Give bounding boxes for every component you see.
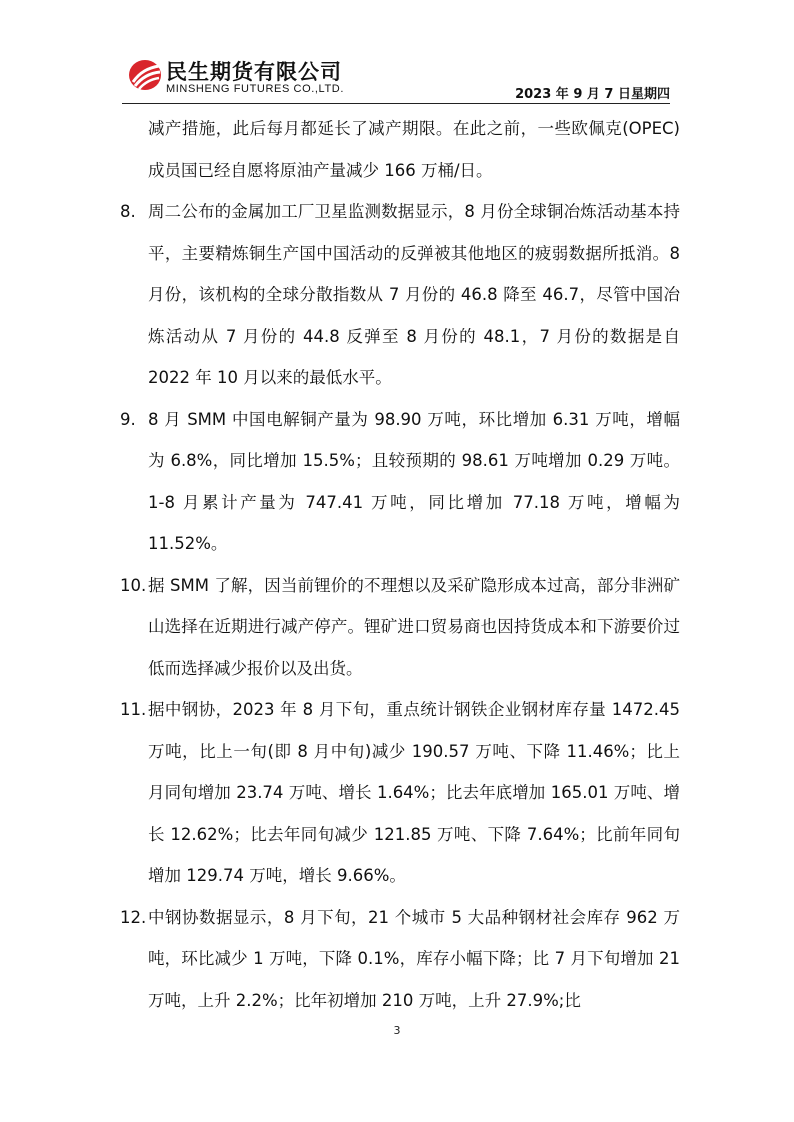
company-name-en: MINSHENG FUTURES CO.,LTD.: [166, 83, 344, 95]
minsheng-logo-icon: [128, 58, 162, 92]
document-body: [120, 108, 680, 1021]
list-item-text: 据中钢协，2023 年 8 月下旬，重点统计钢铁企业钢材库存量 1472.45 万吨，比上一旬(即 8 月中旬)减少 190.57 万吨、下降 11.46%；比上月同旬增加 23.74 万吨、增长 1.64%；比去年底增加 165.01 万吨、增长 12.62%；比去年同旬减少 121.85 万吨、下降 7.64%；比前年同旬增加 129.74 万吨，增长 9.66%。: [148, 700, 680, 885]
page-number: 3: [393, 1024, 401, 1037]
list-item-number: 12.: [120, 907, 147, 927]
list-item: [120, 399, 680, 565]
list-item: [120, 191, 680, 399]
list-item-text: 8 月 SMM 中国电解铜产量为 98.90 万吨，环比增加 6.31 万吨，增幅为 6.8%，同比增加 15.5%；且较预期的 98.61 万吨增加 0.29 万吨。1-8 月累计产量为 747.41 万吨，同比增加 77.18 万吨，增幅为 11.52%。: [148, 409, 680, 553]
list-item-text: 周二公布的金属加工厂卫星监测数据显示，8 月份全球铜冶炼活动基本持平，主要精炼铜生产国中国活动的反弹被其他地区的疲弱数据所抵消。8 月份，该机构的全球分散指数从 7 月份的 46.8 降至 46.7，尽管中国冶炼活动从 7 月份的 44.8 反弹至 8 月份的 48.1，7 月份的数据是自 2022 年 10 月以来的最低水平。: [148, 202, 680, 387]
list-item-text: 据 SMM 了解，因当前锂价的不理想以及采矿隐形成本过高，部分非洲矿山选择在近期进行减产停产。锂矿进口贸易商也因持货成本和下游要价过低而选择减少报价以及出货。: [148, 575, 680, 678]
page-header: [0, 0, 794, 110]
list-item: [120, 689, 680, 897]
company-name-cn: 民生期货有限公司: [166, 60, 342, 84]
continued-paragraph: 减产措施，此后每月都延长了减产期限。在此之前，一些欧佩克(OPEC)成员国已经自愿将原油产量减少 166 万桶/日。: [148, 119, 680, 180]
header-divider: [122, 103, 670, 104]
list-item-number: 11.: [120, 700, 147, 719]
report-date: 2023 年 9 月 7 日星期四: [515, 87, 670, 102]
list-item-text: 中钢协数据显示，8 月下旬，21 个城市 5 大品种钢材社会库存 962 万吨，环比减少 1 万吨，下降 0.1%，库存小幅下降；比 7 月下旬增加 21 万吨，上升 2.2%；比年初增加 210 万吨，上升 27.9%;比: [148, 907, 680, 1010]
list-item-number: 9.: [120, 409, 136, 429]
list-item-number: 8.: [120, 202, 136, 221]
list-item-number: 10.: [120, 575, 147, 595]
list-item: [120, 897, 680, 1022]
company-logo: [128, 56, 368, 100]
list-item: [120, 565, 680, 690]
